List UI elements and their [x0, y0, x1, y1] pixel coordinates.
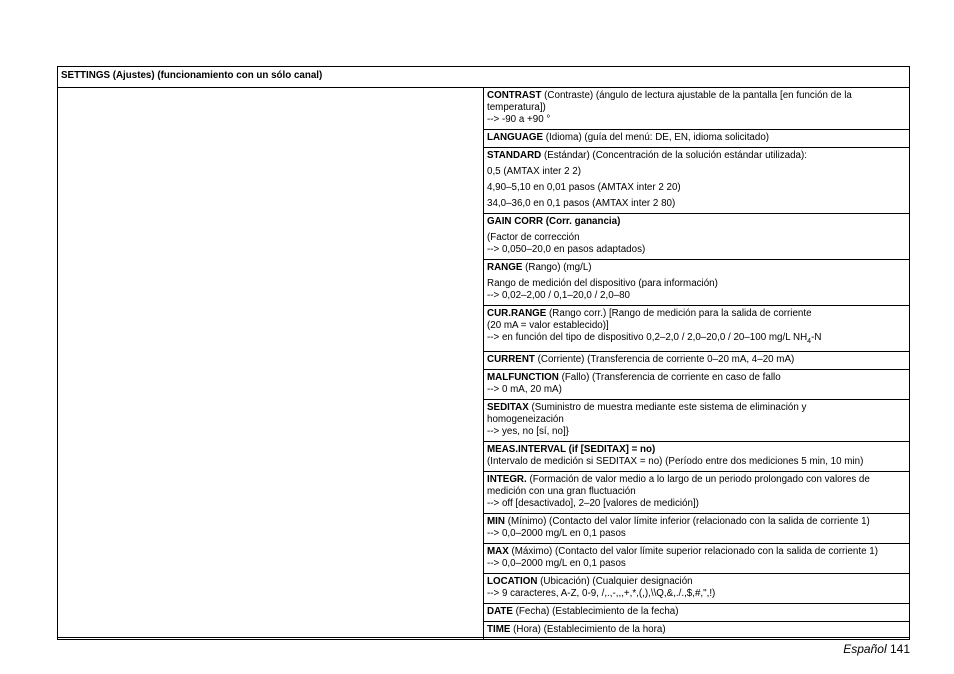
- setting-range: RANGE (Rango) (mg/L) Rango de medición del dispositivo (para información) --> 0,02–2,00 / 0,1–20,0 / 2,0–80: [484, 260, 910, 306]
- setting-meas-interval: MEAS.INTERVAL (if [SEDITAX] = no) (Intervalo de medición si SEDITAX = no) (Período entre dos mediciones 5 min, 10 min): [484, 441, 910, 471]
- setting-name: LANGUAGE: [487, 132, 544, 143]
- subscript: 4: [807, 337, 812, 345]
- setting-gain-corr: GAIN CORR (Corr. ganancia) (Factor de corrección --> 0,050–20,0 en pasos adaptados): [484, 214, 910, 260]
- page-footer: [843, 642, 910, 656]
- footer-divider: [57, 637, 910, 638]
- setting-name: LOCATION: [487, 575, 538, 587]
- setting-name: MAX: [487, 545, 509, 557]
- setting-date: DATE (Fecha) (Establecimiento de la fecha): [484, 603, 910, 621]
- header-row: [58, 67, 910, 88]
- setting-location: LOCATION (Ubicación) (Cualquier designación --> 9 caracteres, A-Z, 0-9, /,.,-,,,+,*,(,),\\Q,&,./.,$,#,",!): [484, 573, 910, 603]
- setting-name: MIN: [487, 515, 505, 527]
- setting-name: DATE: [487, 605, 513, 617]
- setting-cur-range: CUR.RANGE (Rango corr.) [Rango de medición para la salida de corriente (20 mA = valor establecido)] --> en función del tipo de dispositivo 0,2–2,0 / 2,0–20,0 / 20–100 mg/L $NH_4-N$: [484, 306, 910, 352]
- setting-integr: INTEGR. (Formación de valor medio a lo largo de un periodo prolongado con valores de medición con una gran fluctuación --> off [desactivado], 2–20 [valores de medición]): [484, 471, 910, 513]
- setting-name: SEDITAX: [487, 401, 529, 413]
- page-number: 141: [889, 642, 910, 656]
- table-header: SETTINGS (Ajustes) (funcionamiento con un sólo canal): [58, 67, 910, 88]
- setting-malfunction: MALFUNCTION (Fallo) (Transferencia de corriente en caso de fallo --> 0 mA, 20 mA): [484, 369, 910, 399]
- setting-name: MALFUNCTION: [487, 371, 559, 383]
- setting-seditax: SEDITAX (Suministro de muestra mediante este sistema de eliminación y homogeneización --> yes, no [sí, no]}: [484, 399, 910, 441]
- setting-min: MIN (Mínimo) (Contacto del valor límite inferior (relacionado con la salida de corriente 1) --> 0,0–2000 mg/L en 0,1 pasos: [484, 513, 910, 543]
- setting-name: CURRENT: [487, 353, 535, 365]
- setting-max: MAX (Máximo) (Contacto del valor límite superior relacionado con la salida de corriente 1) --> 0,0–2000 mg/L en 0,1 pasos: [484, 543, 910, 573]
- setting-name: MEAS.INTERVAL (if [SEDITAX] = no): [487, 443, 656, 455]
- setting-name: CUR.RANGE: [487, 308, 547, 319]
- setting-name: TIME: [487, 623, 511, 635]
- setting-language: LANGUAGE (Idioma) (guía del menú: DE, EN, idioma solicitado): [484, 130, 910, 148]
- setting-name: STANDARD: [487, 150, 542, 161]
- setting-name: INTEGR.: [487, 473, 527, 485]
- setting-standard: STANDARD (Estándar) (Concentración de la solución estándar utilizada): 0,5 (AMTAX inter 2 2) 4,90–5,10 en 0,01 pasos (AMTAX inter 2 20) 34,0–36,0 en 0,1 pasos (AMTAX inter 2 80): [484, 148, 910, 214]
- footer-language: Español: [843, 642, 887, 656]
- setting-name: RANGE: [487, 262, 523, 273]
- setting-contrast: CONTRAST (Contraste) (ángulo de lectura ajustable de la pantalla [en función de la temperatura]) --> -90 a +90 °: [484, 88, 910, 130]
- table-row: [58, 88, 910, 130]
- setting-current: CURRENT (Corriente) (Transferencia de corriente 0–20 mA, 4–20 mA): [484, 351, 910, 369]
- left-column-blank: [58, 88, 484, 640]
- settings-table: [57, 66, 910, 640]
- setting-time: TIME (Hora) (Establecimiento de la hora): [484, 621, 910, 639]
- setting-name: CONTRAST: [487, 90, 542, 101]
- setting-name: GAIN CORR (Corr. ganancia): [487, 216, 621, 227]
